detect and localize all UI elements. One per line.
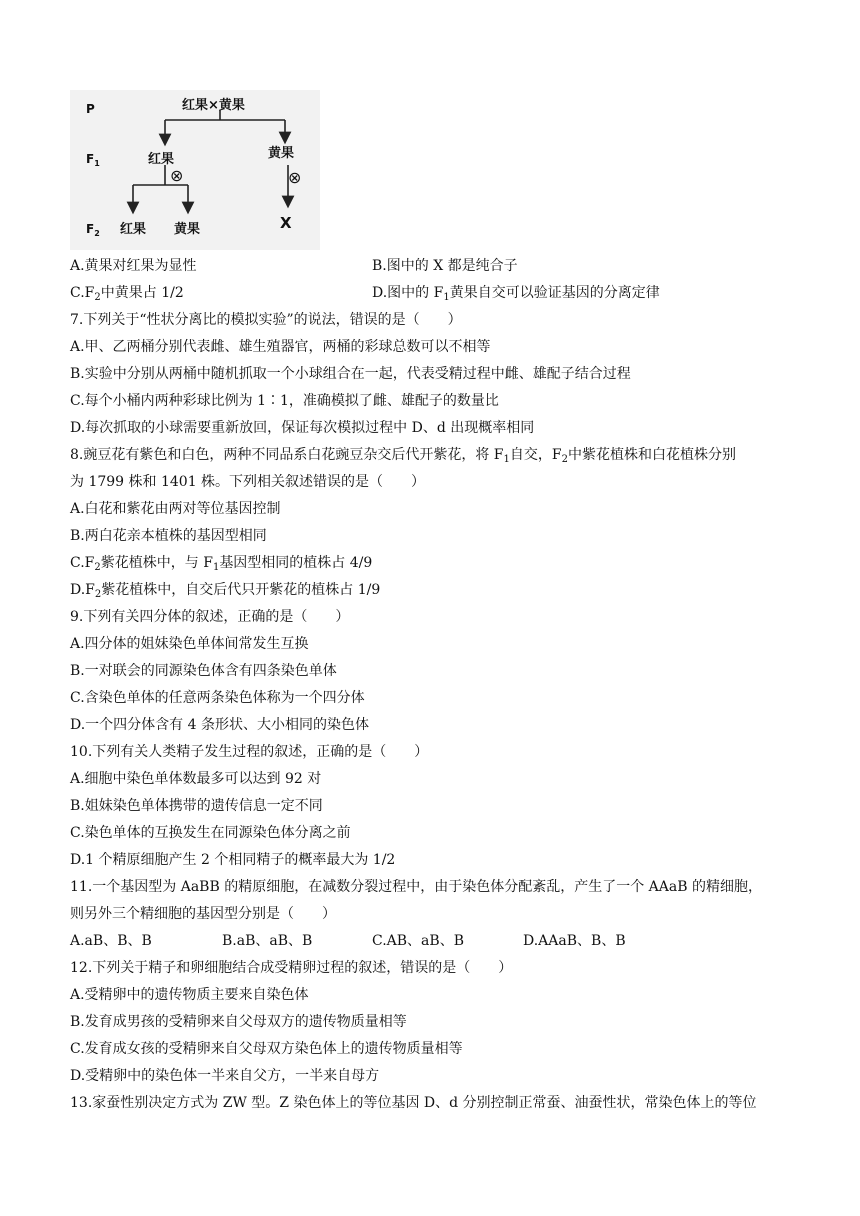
q13-stem: 13.家蚕性别决定方式为 ZW 型。Z 染色体上的等位基因 D、d 分别控制正常蚕、油蚕性状，常染色体上的等位: [70, 1095, 757, 1111]
q9-stem: 9.下列有关四分体的叙述，正确的是（ ）: [70, 609, 350, 625]
q11-option-d: D.AAaB、B、B: [523, 933, 626, 949]
generation-f1-letter: F: [86, 152, 95, 166]
q9-option-c: C.含染色单体的任意两条染色体称为一个四分体: [70, 690, 365, 706]
q12-option-d: D.受精卵中的染色体一半来自父方，一半来自母方: [70, 1068, 380, 1084]
q6-option-c-sub: 2: [94, 292, 101, 303]
f1-yellow-label: 黄果: [268, 146, 295, 161]
f2-yellow-label: 黄果: [174, 222, 201, 237]
q6-option-d-pre: D.图中的 F: [372, 285, 444, 301]
q8-stem-line2: 为 1799 株和 1401 株。下列相关叙述错误的是（ ）: [70, 474, 426, 490]
q8-option-c-sub2: 1: [212, 562, 220, 573]
f2-x-label: X: [280, 214, 292, 232]
q8-option-c-sub1: 2: [94, 562, 101, 573]
f2-red-label: 红果: [120, 222, 147, 237]
q6-option-c-pre: C.F: [70, 285, 95, 301]
q10-option-c: C.染色单体的互换发生在同源染色体分离之前: [70, 825, 351, 841]
generation-f2-label: [86, 222, 100, 238]
q9-option-d: D.一个四分体含有 4 条形状、大小相同的染色体: [70, 717, 369, 733]
genetic-cross-diagram: [70, 90, 320, 250]
q11-stem-line2: 则另外三个精细胞的基因型分别是（ ）: [70, 906, 336, 922]
q8-option-a: A.白花和紫花由两对等位基因控制: [70, 501, 281, 517]
q6-option-c: [70, 283, 184, 308]
q9-option-b: B.一对联会的同源染色体含有四条染色单体: [70, 663, 337, 679]
q8-stem-line1: [70, 445, 736, 470]
q8-option-d-post: 紫花植株中，自交后代只开紫花的植株占 1/9: [101, 582, 381, 598]
q9-option-a: A.四分体的姐妹染色单体间常发生互换: [70, 636, 309, 652]
q8-stem-pre: 8.豌豆花有紫色和白色，两种不同品系白花豌豆杂交后代开紫花，将 F: [70, 447, 504, 463]
q12-option-c: C.发育成女孩的受精卵来自父母双方染色体上的遗传物质量相等: [70, 1041, 463, 1057]
self-cross-symbol-red: ⊗: [170, 166, 184, 185]
generation-p-label: P: [86, 102, 95, 116]
q12-stem: 12.下列关于精子和卵细胞结合成受精卵过程的叙述，错误的是（ ）: [70, 960, 513, 976]
q8-option-c-mid: 紫花植株中，与 F: [100, 555, 213, 571]
q8-option-d-sub: 2: [94, 589, 102, 600]
q10-option-d: D.1 个精原细胞产生 2 个相同精子的概率最大为 1/2: [70, 852, 396, 868]
q7-stem: 7.下列关于“性状分离比的模拟实验”的说法，错误的是（ ）: [70, 312, 462, 328]
q6-option-b: B.图中的 X 都是纯合子: [372, 258, 518, 274]
q7-option-a: A.甲、乙两桶分别代表雌、雄生殖器官，两桶的彩球总数可以不相等: [70, 339, 491, 355]
q12-option-a: A.受精卵中的遗传物质主要来自染色体: [70, 987, 309, 1003]
q8-option-c: [70, 553, 372, 578]
q12-option-b: B.发育成男孩的受精卵来自父母双方的遗传物质量相等: [70, 1014, 407, 1030]
generation-f1-sub: 1: [94, 159, 100, 168]
q11-option-c: C.AB、aB、B: [372, 933, 464, 949]
generation-f1-label: [86, 152, 100, 168]
q8-stem-post: 中紫花植株和白花植株分别: [568, 447, 736, 463]
generation-f2-letter: F: [86, 222, 95, 236]
self-cross-symbol-yellow: ⊗: [288, 168, 302, 187]
q10-stem: 10.下列有关人类精子发生过程的叙述，正确的是（ ）: [70, 744, 429, 760]
q6-option-d: [372, 283, 660, 308]
q8-option-c-pre: C.F: [70, 555, 95, 571]
q8-stem-sub2: 2: [561, 454, 568, 465]
generation-f2-sub: 2: [94, 229, 100, 238]
q8-stem-mid: 自交，F: [509, 447, 562, 463]
f1-red-label: 红果: [148, 152, 175, 167]
q8-option-c-post: 基因型相同的植株占 4/9: [219, 555, 373, 571]
q11-stem-line1: 11.一个基因型为 AaBB 的精原细胞，在减数分裂过程中，由于染色体分配紊乱，产生了一个 AAaB 的精细胞，: [70, 879, 762, 895]
q7-option-b: B.实验中分别从两桶中随机抓取一个小球组合在一起，代表受精过程中雌、雄配子结合过程: [70, 366, 631, 382]
q8-option-d: [70, 580, 380, 605]
q8-option-d-pre: D.F: [70, 582, 95, 598]
parent-cross-label: 红果×黄果: [182, 98, 245, 113]
q11-option-a: A.aB、B、B: [70, 933, 152, 949]
q6-option-d-sub: 1: [443, 292, 450, 303]
q6-option-c-post: 中黄果占 1/2: [100, 285, 184, 301]
q8-option-b: B.两白花亲本植株的基因型相同: [70, 528, 267, 544]
q6-option-d-post: 黄果自交可以验证基因的分离定律: [449, 285, 660, 301]
q11-option-b: B.aB、aB、B: [222, 933, 313, 949]
q7-option-d: D.每次抓取的小球需要重新放回，保证每次模拟过程中 D、d 出现概率相同: [70, 420, 535, 436]
q10-option-b: B.姐妹染色单体携带的遗传信息一定不同: [70, 798, 323, 814]
q10-option-a: A.细胞中染色单体数最多可以达到 92 对: [70, 771, 322, 787]
q8-stem-sub1: 1: [503, 454, 510, 465]
q6-option-a: A.黄果对红果为显性: [70, 258, 197, 274]
q7-option-c: C.每个小桶内两种彩球比例为 1∶1，准确模拟了雌、雄配子的数量比: [70, 393, 499, 409]
